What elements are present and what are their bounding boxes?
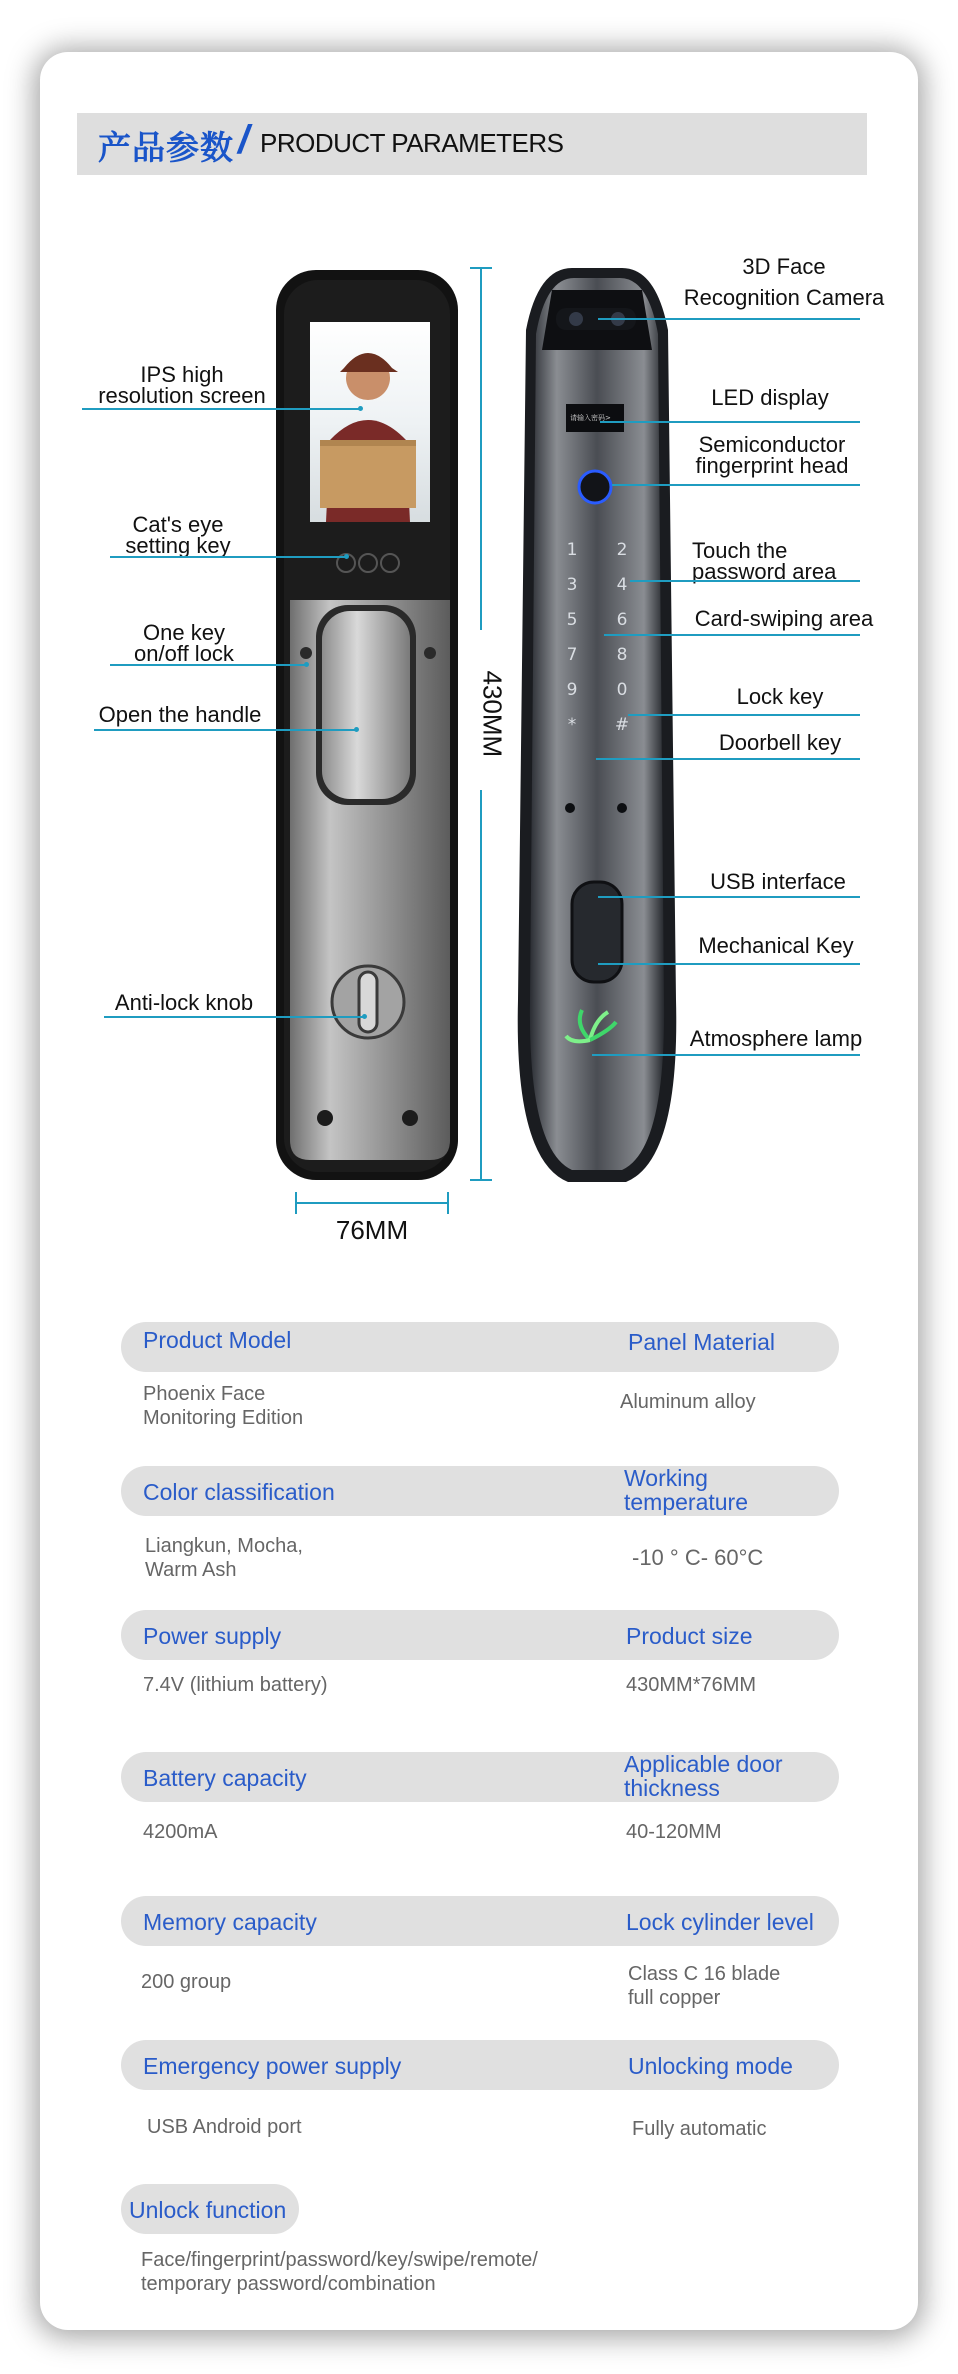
label-cats-eye: Cat's eye setting key [125,512,231,558]
height-dimension-label: 430MM [477,670,508,758]
callout-line [600,421,860,423]
width-dimension [296,1192,448,1214]
anti-lock-knob [332,966,404,1038]
spec-value-emergency-power: USB Android port [147,2116,302,2138]
spec-value-memory: 200 group [141,1971,232,1993]
front-lock [276,270,458,1180]
callout-line [110,664,306,666]
svg-text:5: 5 [566,610,578,630]
svg-text:6: 6 [616,610,628,630]
spec-value-product-size: 430MM*76MM [626,1674,757,1696]
spec-value-lock-cylinder: Class C 16 blade full copper [628,1963,781,2009]
svg-text:#: # [614,715,630,735]
spec-key-color: Color classification [143,1479,335,1505]
spec-key-working-temp: Working temperature [624,1465,749,1515]
callout-line [94,729,356,731]
svg-text:0: 0 [616,680,628,700]
header-title-cn: 产品参数 [98,129,234,166]
spec-key-memory: Memory capacity [143,1909,317,1935]
label-ips-screen: IPS high resolution screen [98,362,266,408]
svg-text:*: * [567,715,577,735]
label-fingerprint-head: Semiconductor fingerprint head [695,432,849,478]
header-title-en: PRODUCT PARAMETERS [260,128,564,158]
svg-text:4: 4 [616,575,628,595]
label-led-display: LED display [711,385,829,410]
callout-line [596,758,860,760]
spec-key-power-supply: Power supply [143,1623,282,1649]
label-anti-lock-knob: Anti-lock knob [114,990,254,1015]
spec-key-panel-material: Panel Material [628,1329,776,1355]
label-doorbell-key: Doorbell key [718,730,842,755]
spec-key-unlock-function: Unlock function [129,2197,287,2223]
spec-value-power-supply: 7.4V (lithium battery) [143,1674,328,1696]
spec-key-lock-cylinder: Lock cylinder level [626,1909,814,1935]
door-handle [316,605,416,805]
callout-line [598,963,860,965]
callout-dot [354,727,359,732]
svg-text:7: 7 [566,645,578,665]
spec-key-battery: Battery capacity [143,1765,307,1791]
header-separator: / [238,118,250,162]
spec-value-door-thickness: 40-120MM [626,1821,722,1843]
label-mechanical-key: Mechanical Key [698,933,854,958]
spec-value-color: Liangkun, Mocha, Warm Ash [145,1535,303,1581]
svg-text:8: 8 [616,645,628,665]
label-open-handle: Open the handle [98,702,262,727]
label-card-swiping-area: Card-swiping area [694,606,874,631]
callout-line [630,580,860,582]
keypad-lock [518,268,677,1182]
callout-line [110,556,346,558]
spec-value-working-temp: -10 ° C- 60°C [632,1545,764,1570]
callout-line [612,484,860,486]
svg-text:2: 2 [616,540,628,560]
spec-key-emergency-power: Emergency power supply [143,2053,402,2079]
spec-key-product-model: Product Model [143,1327,292,1353]
callout-dot [358,406,363,411]
spec-value-panel-material: Aluminum alloy [620,1391,756,1413]
spec-value-battery: 4200mA [143,1821,218,1843]
label-lock-key: Lock key [736,684,824,709]
label-3d-face-camera: 3D Face Recognition Camera [683,254,885,310]
callout-line [592,1054,860,1056]
label-touch-password-area: Touch the password area [692,538,837,584]
callout-dot [344,554,349,559]
width-dimension-label: 76MM [335,1215,409,1245]
callout-line [104,1016,364,1018]
svg-text:1: 1 [566,540,578,560]
callout-dot [304,662,309,667]
callout-line [604,634,860,636]
spec-value-unlocking-mode: Fully automatic [632,2118,767,2140]
callout-dot [362,1014,367,1019]
spec-key-door-thickness: Applicable door thickness [624,1751,783,1801]
led-screen-text: 请输入密码> [570,414,611,422]
spec-value-unlock-function: Face/fingerprint/password/key/swipe/remote/ temporary password/combination [141,2249,538,2295]
callout-line [628,714,860,716]
spec-key-product-size: Product size [626,1623,753,1649]
callout-line [82,408,360,410]
svg-text:9: 9 [566,680,578,700]
svg-text:3: 3 [566,575,578,595]
callout-line [598,896,860,898]
label-atmosphere-lamp: Atmosphere lamp [689,1026,863,1051]
spec-key-unlocking-mode: Unlocking mode [628,2053,793,2079]
label-usb-interface: USB interface [710,869,846,894]
callout-line [598,318,860,320]
label-one-key-lock: One key on/off lock [134,620,234,666]
spec-value-product-model: Phoenix Face Monitoring Edition [143,1383,304,1429]
